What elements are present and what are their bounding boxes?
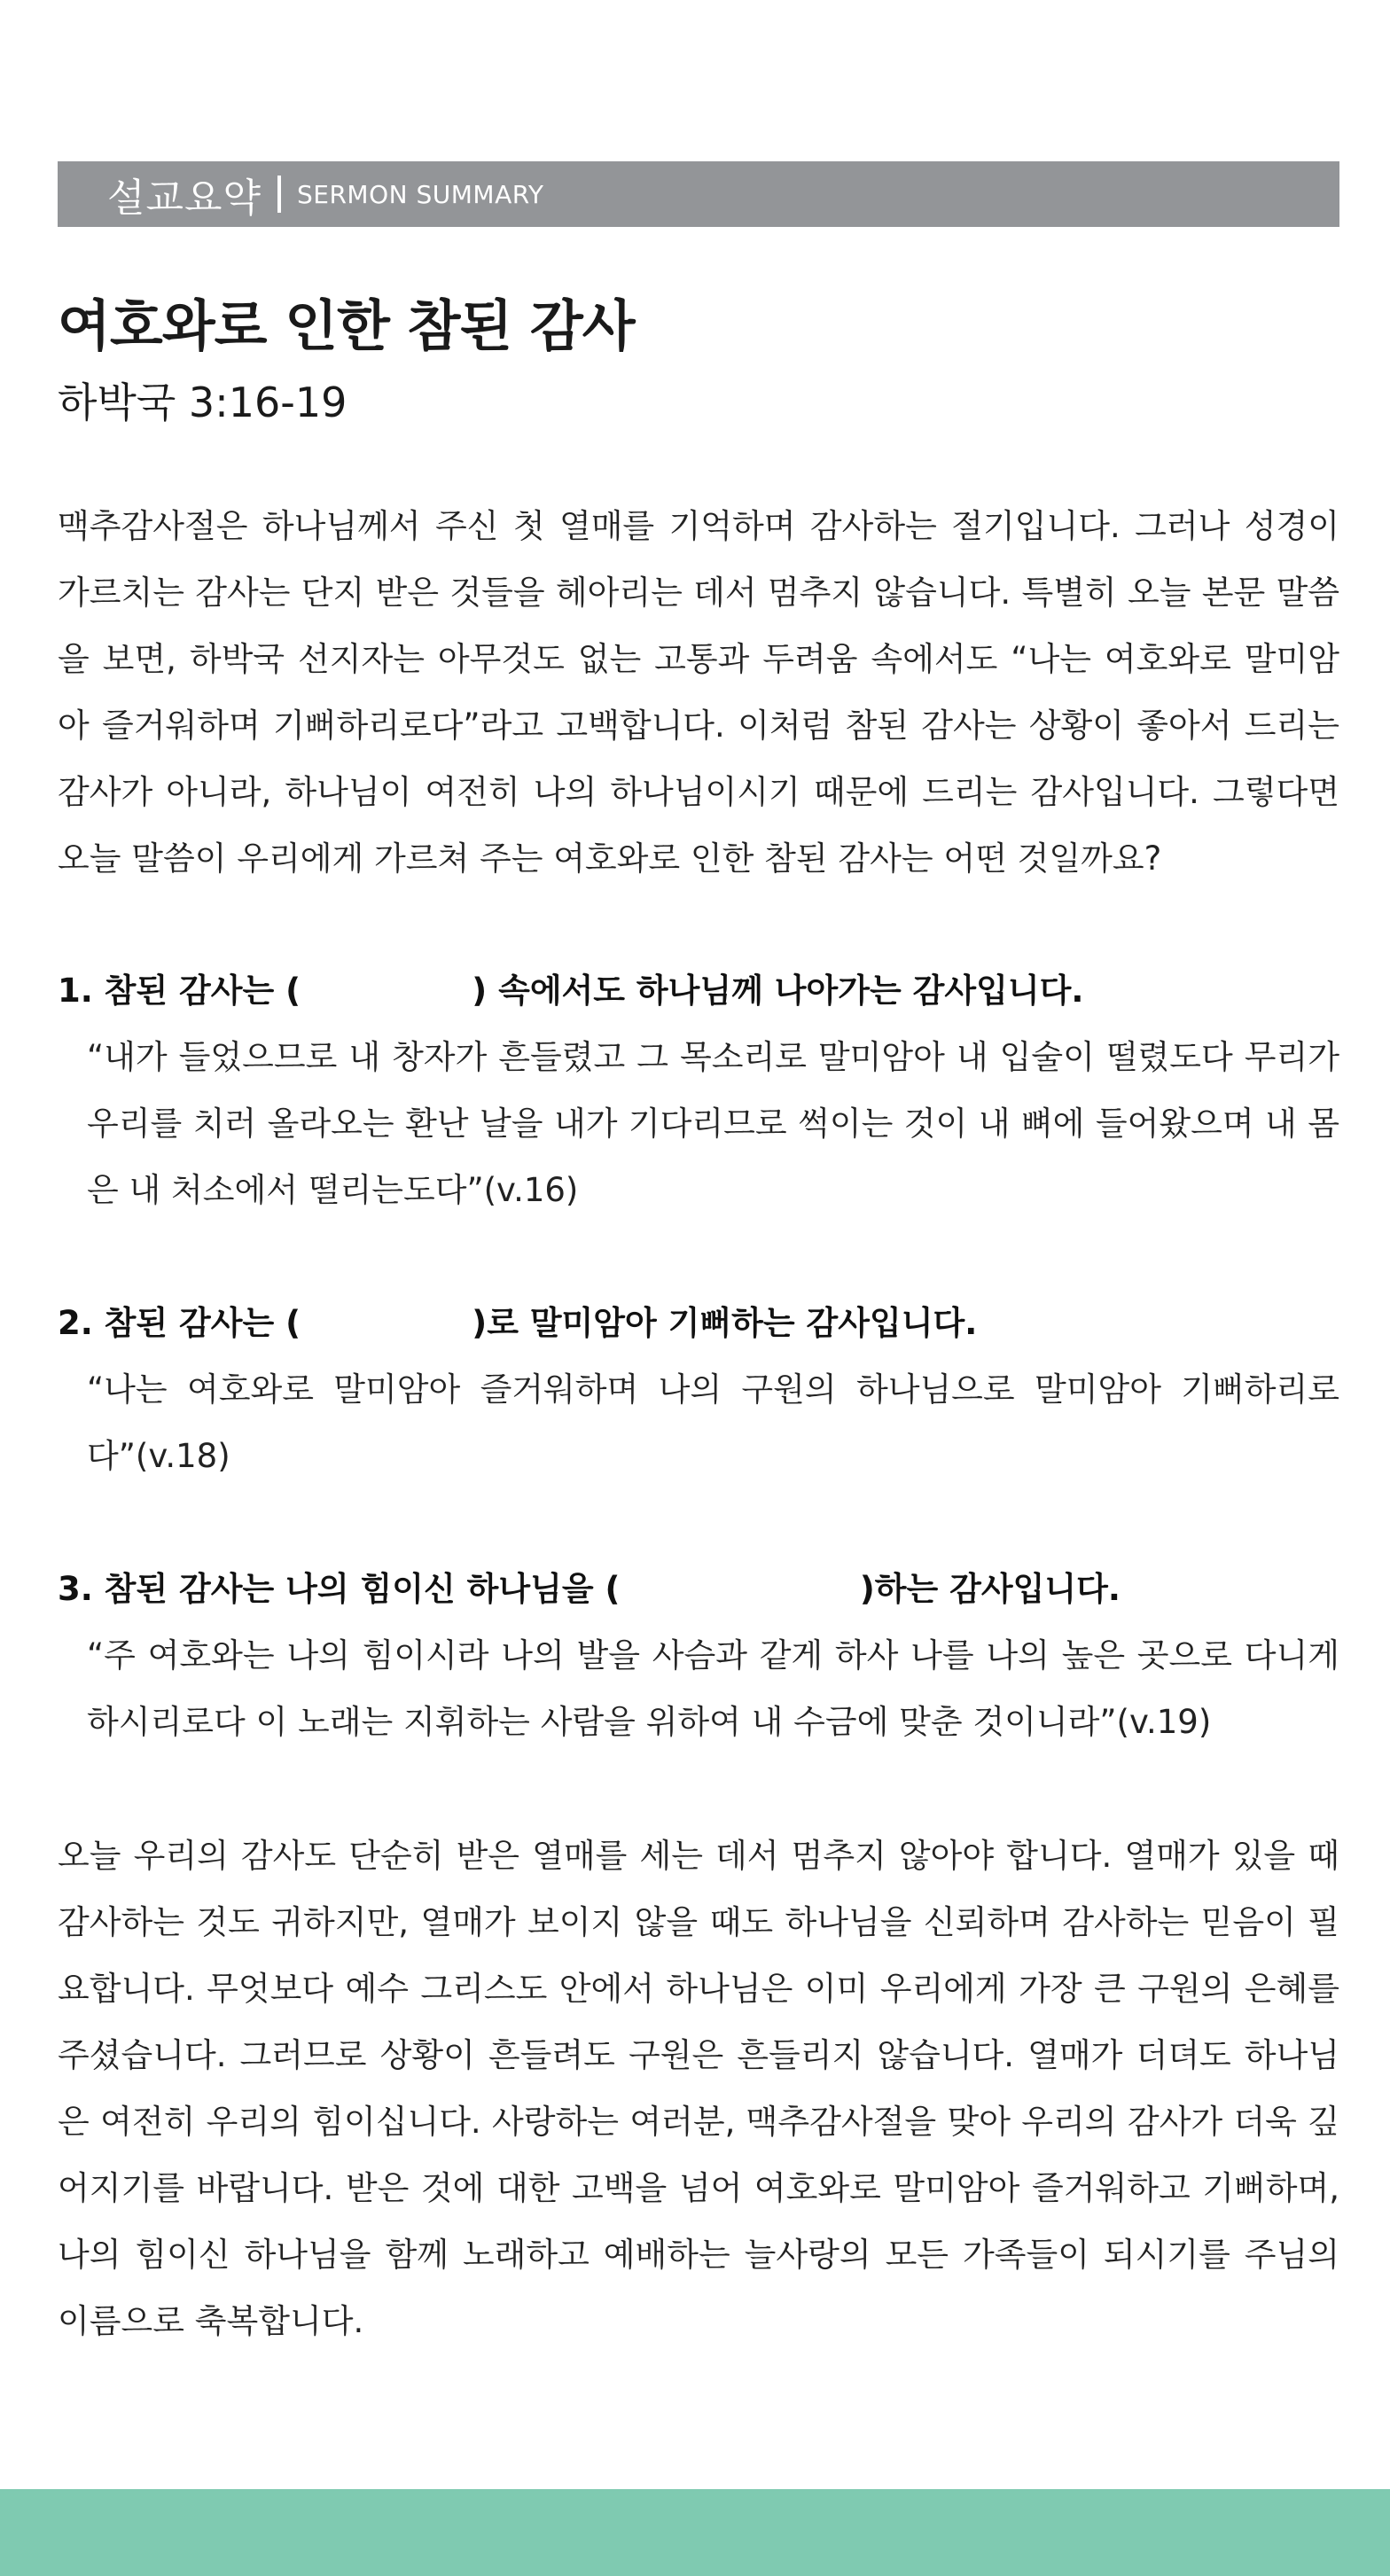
- intro-paragraph: 맥추감사절은 하나님께서 주신 첫 열매를 기억하며 감사하는 절기입니다. 그러나 성경이 가르치는 감사는 단지 받은 것들을 헤아리는 데서 멈추지 않습니다. 특별히 오늘 본문 말씀을 보면, 하박국 선지자는 아무것도 없는 고통과 두려움 속에서도 “나는 여호와로 말미암아 즐거워하며 기뻐하리로다”라고 고백합니다. 이처럼 참된 감사는 상황이 좋아서 드리는 감사가 아니라, 하나님이 여전히 나의 하나님이시기 때문에 드리는 감사입니다. 그렇다면 오늘 말씀이 우리에게 가르쳐 주는 여호와로 인한 참된 감사는 어떤 것일까요?: [58, 507, 1339, 878]
- footer-bar: [0, 2489, 1390, 2576]
- header-divider: [277, 176, 281, 213]
- point-verse: “나는 여호와로 말미암아 즐거워하며 나의 구원의 하나님으로 말미암아 기뻐하리로다”(v.18): [87, 1370, 1339, 1475]
- sermon-point-3: [58, 1556, 1339, 1755]
- sermon-title: 여호와로 인한 참된 감사: [58, 293, 635, 358]
- point-heading: 2. 참된 감사는 ( )로 말미암아 기뻐하는 감사입니다.: [58, 1304, 978, 1342]
- point-verse: “주 여호와는 나의 힘이시라 나의 발을 사슴과 같게 하사 나를 나의 높은 곳으로 다니게 하시리로다 이 노래는 지휘하는 사람을 위하여 내 수금에 맞춘 것이니라”(v.19): [87, 1636, 1339, 1741]
- closing-paragraph: 오늘 우리의 감사도 단순히 받은 열매를 세는 데서 멈추지 않아야 합니다. 열매가 있을 때 감사하는 것도 귀하지만, 열매가 보이지 않을 때도 하나님을 신뢰하며 감사하는 믿음이 필요합니다. 무엇보다 예수 그리스도 안에서 하나님은 이미 우리에게 가장 큰 구원의 은혜를 주셨습니다. 그러므로 상황이 흔들려도 구원은 흔들리지 않습니다. 열매가 더뎌도 하나님은 여전히 우리의 힘이십니다. 사랑하는 여러분, 맥추감사절을 맞아 우리의 감사가 더욱 깊어지기를 바랍니다. 받은 것에 대한 고백을 넘어 여호와로 말미암아 즐거워하고 기뻐하며, 나의 힘이신 하나님을 함께 노래하고 예배하는 늘사랑의 모든 가족들이 되시기를 주님의 이름으로 축복합니다.: [58, 1837, 1339, 2340]
- point-heading: 3. 참된 감사는 나의 힘이신 하나님을 ( )하는 감사입니다.: [58, 1570, 1121, 1608]
- section-title-korean: 설교요약: [107, 176, 262, 221]
- scripture-reference: 하박국 3:16-19: [58, 379, 348, 426]
- point-heading: 1. 참된 감사는 ( ) 속에서도 하나님께 나아가는 감사입니다.: [58, 972, 1084, 1010]
- point-verse: “내가 들었으므로 내 창자가 흔들렸고 그 목소리로 말미암아 내 입술이 떨렸도다 무리가 우리를 치러 올라오는 환난 날을 내가 기다리므로 썩이는 것이 내 뼈에 들어왔으며 내 몸은 내 처소에서 떨리는도다”(v.16): [87, 1038, 1339, 1209]
- section-title-english: SERMON SUMMARY: [297, 179, 544, 209]
- section-header-bar: [58, 161, 1339, 227]
- sermon-point-1: [58, 957, 1339, 1223]
- sermon-point-2: [58, 1290, 1339, 1489]
